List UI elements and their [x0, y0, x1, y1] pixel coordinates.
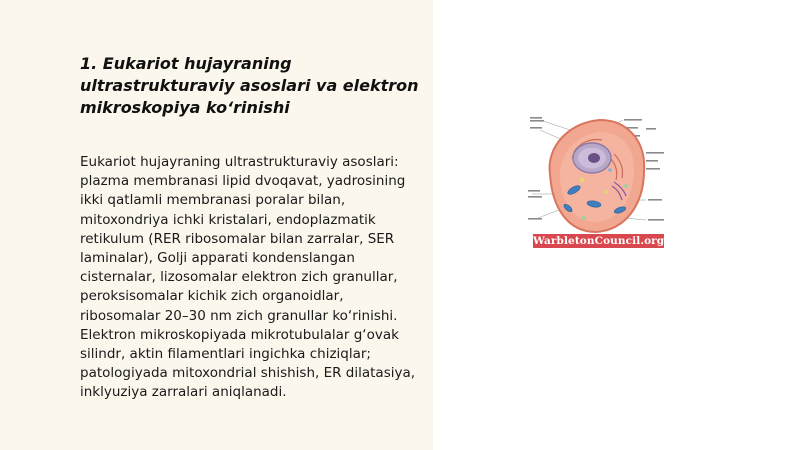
nucleus: [573, 143, 611, 173]
cell-diagram: [528, 108, 673, 250]
nucleolus: [588, 153, 600, 163]
cell-diagram-figure: [528, 108, 673, 250]
slide-body-text: Eukariot hujayraning ultrastrukturaviy asoslari: plazma membranasi lipid dvoqavat, yadrosining ikki qatlamli membranasi poralar bilan, mitoxondriya ichki kristalari, endoplazmatik retikulum (RER ribosomalar bilan zarralar, SER laminalar), Golji apparati kondenslangan cisternalar, lizosomalar elektron zich granullar, peroksisomalar kichik zich organoidlar, ribosomalar 20–30 nm zich granullar ko‘rinishi. Elektron mikroskopiyada mikrotubulalar g‘ovak silindr, aktin filamentlari ingichka chiziqlar; patologiyada mitoxondrial shishish, ER dilatasiya, inklyuziya zarralari aniqlanadi.: [80, 154, 416, 401]
watermark-logo: WarbletonCouncil.org: [533, 235, 665, 247]
slide-title: 1. Eukariot hujayraning ultrastrukturaviy asoslari va elektron mikroskopiya ko‘rinishi: [80, 54, 419, 117]
cell-body: [550, 120, 645, 232]
